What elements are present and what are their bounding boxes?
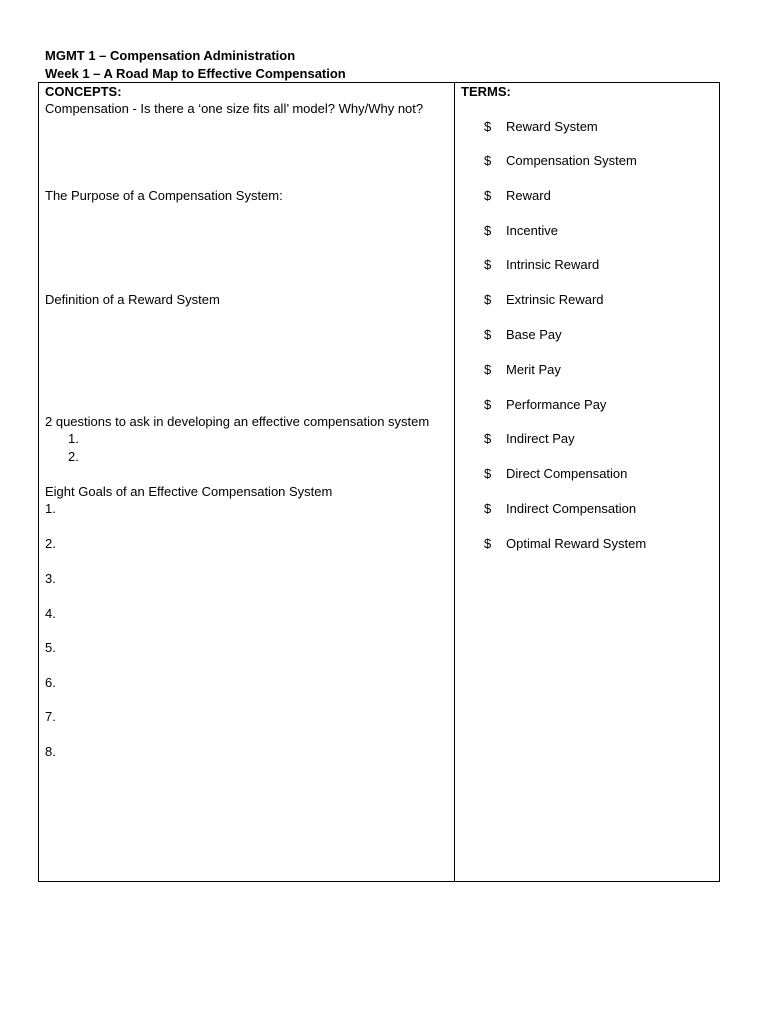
term-label: Optimal Reward System [506,536,647,551]
term-label: Merit Pay [506,362,561,377]
term-label: Base Pay [506,327,562,342]
concept-two-questions-prompt: 2 questions to ask in developing an effective compensation system [45,414,430,429]
term-label: Incentive [506,223,559,238]
eight-goals-item-2: 2. [45,536,56,551]
term-label: Indirect Pay [506,431,575,446]
term-label: Reward System [506,119,598,134]
term-label: Direct Compensation [506,466,628,481]
dollar-bullet: $ [484,536,492,551]
dollar-bullet: $ [484,292,492,307]
dollar-bullet: $ [484,327,492,342]
document-subtitle: Week 1 – A Road Map to Effective Compensation [45,66,346,81]
eight-goals-item-4: 4. [45,606,56,621]
eight-goals-item-3: 3. [45,571,56,586]
term-label: Extrinsic Reward [506,292,604,307]
two-questions-item-1: 1. [68,431,79,446]
dollar-bullet: $ [484,362,492,377]
document-title: MGMT 1 – Compensation Administration [45,48,296,63]
dollar-bullet: $ [484,223,492,238]
concept-eight-goals-prompt: Eight Goals of an Effective Compensation System [45,484,333,499]
column-divider [454,83,455,881]
term-label: Reward [506,188,551,203]
eight-goals-item-5: 5. [45,640,56,655]
eight-goals-item-8: 8. [45,744,56,759]
dollar-bullet: $ [484,188,492,203]
eight-goals-item-7: 7. [45,709,56,724]
dollar-bullet: $ [484,466,492,481]
dollar-bullet: $ [484,119,492,134]
concept-definition-prompt: Definition of a Reward System [45,292,220,307]
terms-heading: TERMS: [461,84,511,99]
dollar-bullet: $ [484,397,492,412]
dollar-bullet: $ [484,257,492,272]
concepts-heading: CONCEPTS: [45,84,122,99]
dollar-bullet: $ [484,501,492,516]
dollar-bullet: $ [484,431,492,446]
term-label: Intrinsic Reward [506,257,600,272]
concept-one-size-question: Compensation - Is there a ‘one size fits all’ model? Why/Why not? [45,101,424,116]
dollar-bullet: $ [484,153,492,168]
two-questions-item-2: 2. [68,449,79,464]
eight-goals-item-1: 1. [45,501,56,516]
worksheet-table [38,82,720,882]
term-label: Indirect Compensation [506,501,637,516]
concept-purpose-prompt: The Purpose of a Compensation System: [45,188,283,203]
term-label: Compensation System [506,153,637,168]
eight-goals-item-6: 6. [45,675,56,690]
term-label: Performance Pay [506,397,607,412]
